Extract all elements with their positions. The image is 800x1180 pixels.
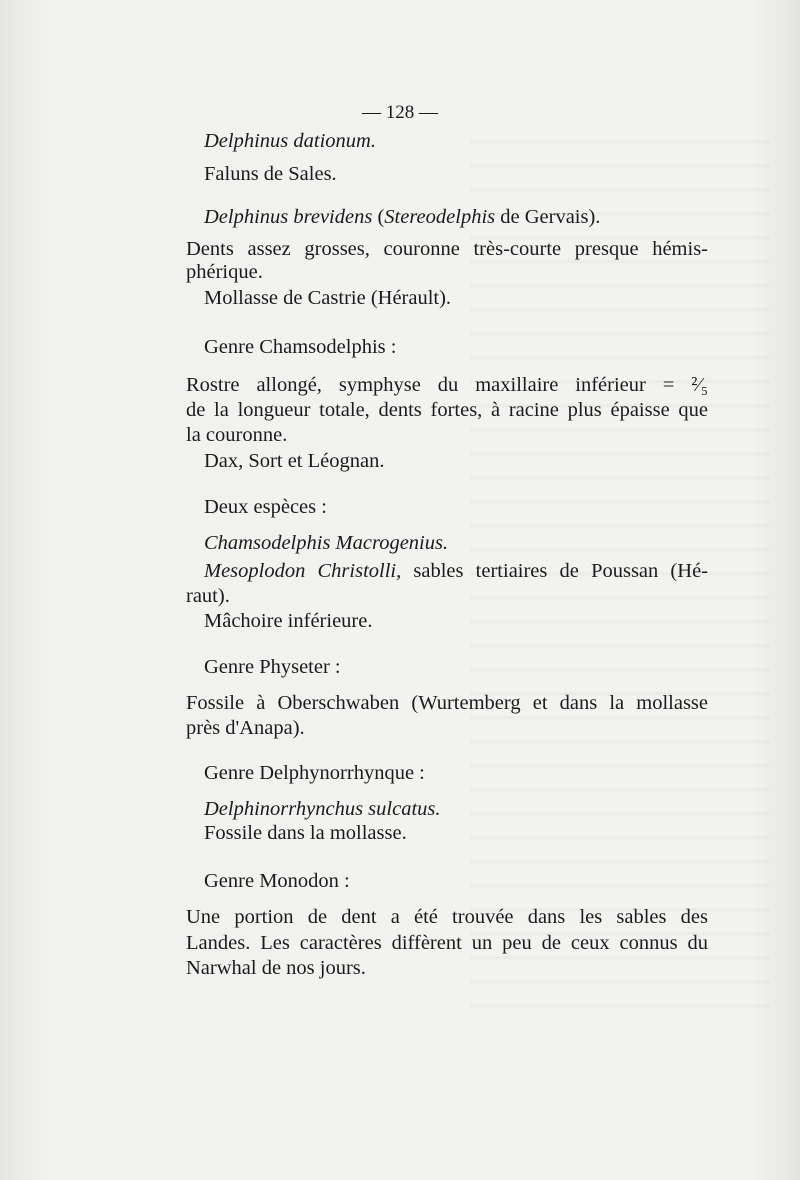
text-fragment: sables tertiaires de Poussan (Hé- <box>401 560 708 582</box>
text-line: Faluns de Sales. <box>204 163 337 185</box>
text-line: Mollasse de Castrie (Hérault). <box>204 287 452 309</box>
species-delphinorrhynchus-sulcatus: Delphinorrhynchus sulcatus. <box>204 798 441 820</box>
text-line: près d'Anapa). <box>186 717 305 739</box>
species-chamsodelphis-macrogenius: Chamsodelphis Macrogenius. <box>204 532 449 554</box>
genus-heading-chamsodelphis: Genre Chamsodelphis : <box>204 336 397 358</box>
text-line: la couronne. <box>186 424 288 446</box>
species-delphinus-dationum: Delphinus dationum. <box>204 130 376 152</box>
text-fragment: de Gervais). <box>495 206 601 228</box>
page-number: — 128 — <box>362 102 438 123</box>
species-name: Mesoplodon Christolli, <box>204 560 402 582</box>
text-line: raut). <box>186 585 230 607</box>
text-line: Rostre allongé, symphyse du maxillaire inférieur = ²⁄₅ <box>186 374 708 396</box>
genus-heading-monodon: Genre Monodon : <box>204 870 350 892</box>
genus-heading-physeter: Genre Physeter : <box>204 656 341 678</box>
text-line: phérique. <box>186 261 263 283</box>
text-line: Landes. Les caractères diffèrent un peu de ceux connus du <box>186 932 708 954</box>
text-line: Fossile à Oberschwaben (Wurtemberg et dans la mollasse <box>186 692 708 714</box>
text-line: Mâchoire inférieure. <box>204 610 373 632</box>
text-line: Dax, Sort et Léognan. <box>204 450 385 472</box>
genus-heading-delphynorrhynque: Genre Delphynorrhynque : <box>204 762 425 784</box>
text-line: Fossile dans la mollasse. <box>204 822 407 844</box>
text-line: Narwhal de nos jours. <box>186 957 366 979</box>
species-mesoplodon-christolli <box>186 558 708 584</box>
text-line: Une portion de dent a été trouvée dans les sables des <box>186 906 708 928</box>
species-name: Delphinus brevidens <box>204 206 373 228</box>
text-line: Dents assez grosses, couronne très-courte presque hémis- <box>186 238 708 260</box>
text-line: Deux espèces : <box>204 496 327 518</box>
synonym-name: Stereodelphis <box>384 206 496 228</box>
text-fragment: ( <box>372 206 385 228</box>
text-line: de la longueur totale, dents fortes, à racine plus épaisse que <box>186 399 708 421</box>
species-delphinus-brevidens <box>204 204 600 230</box>
